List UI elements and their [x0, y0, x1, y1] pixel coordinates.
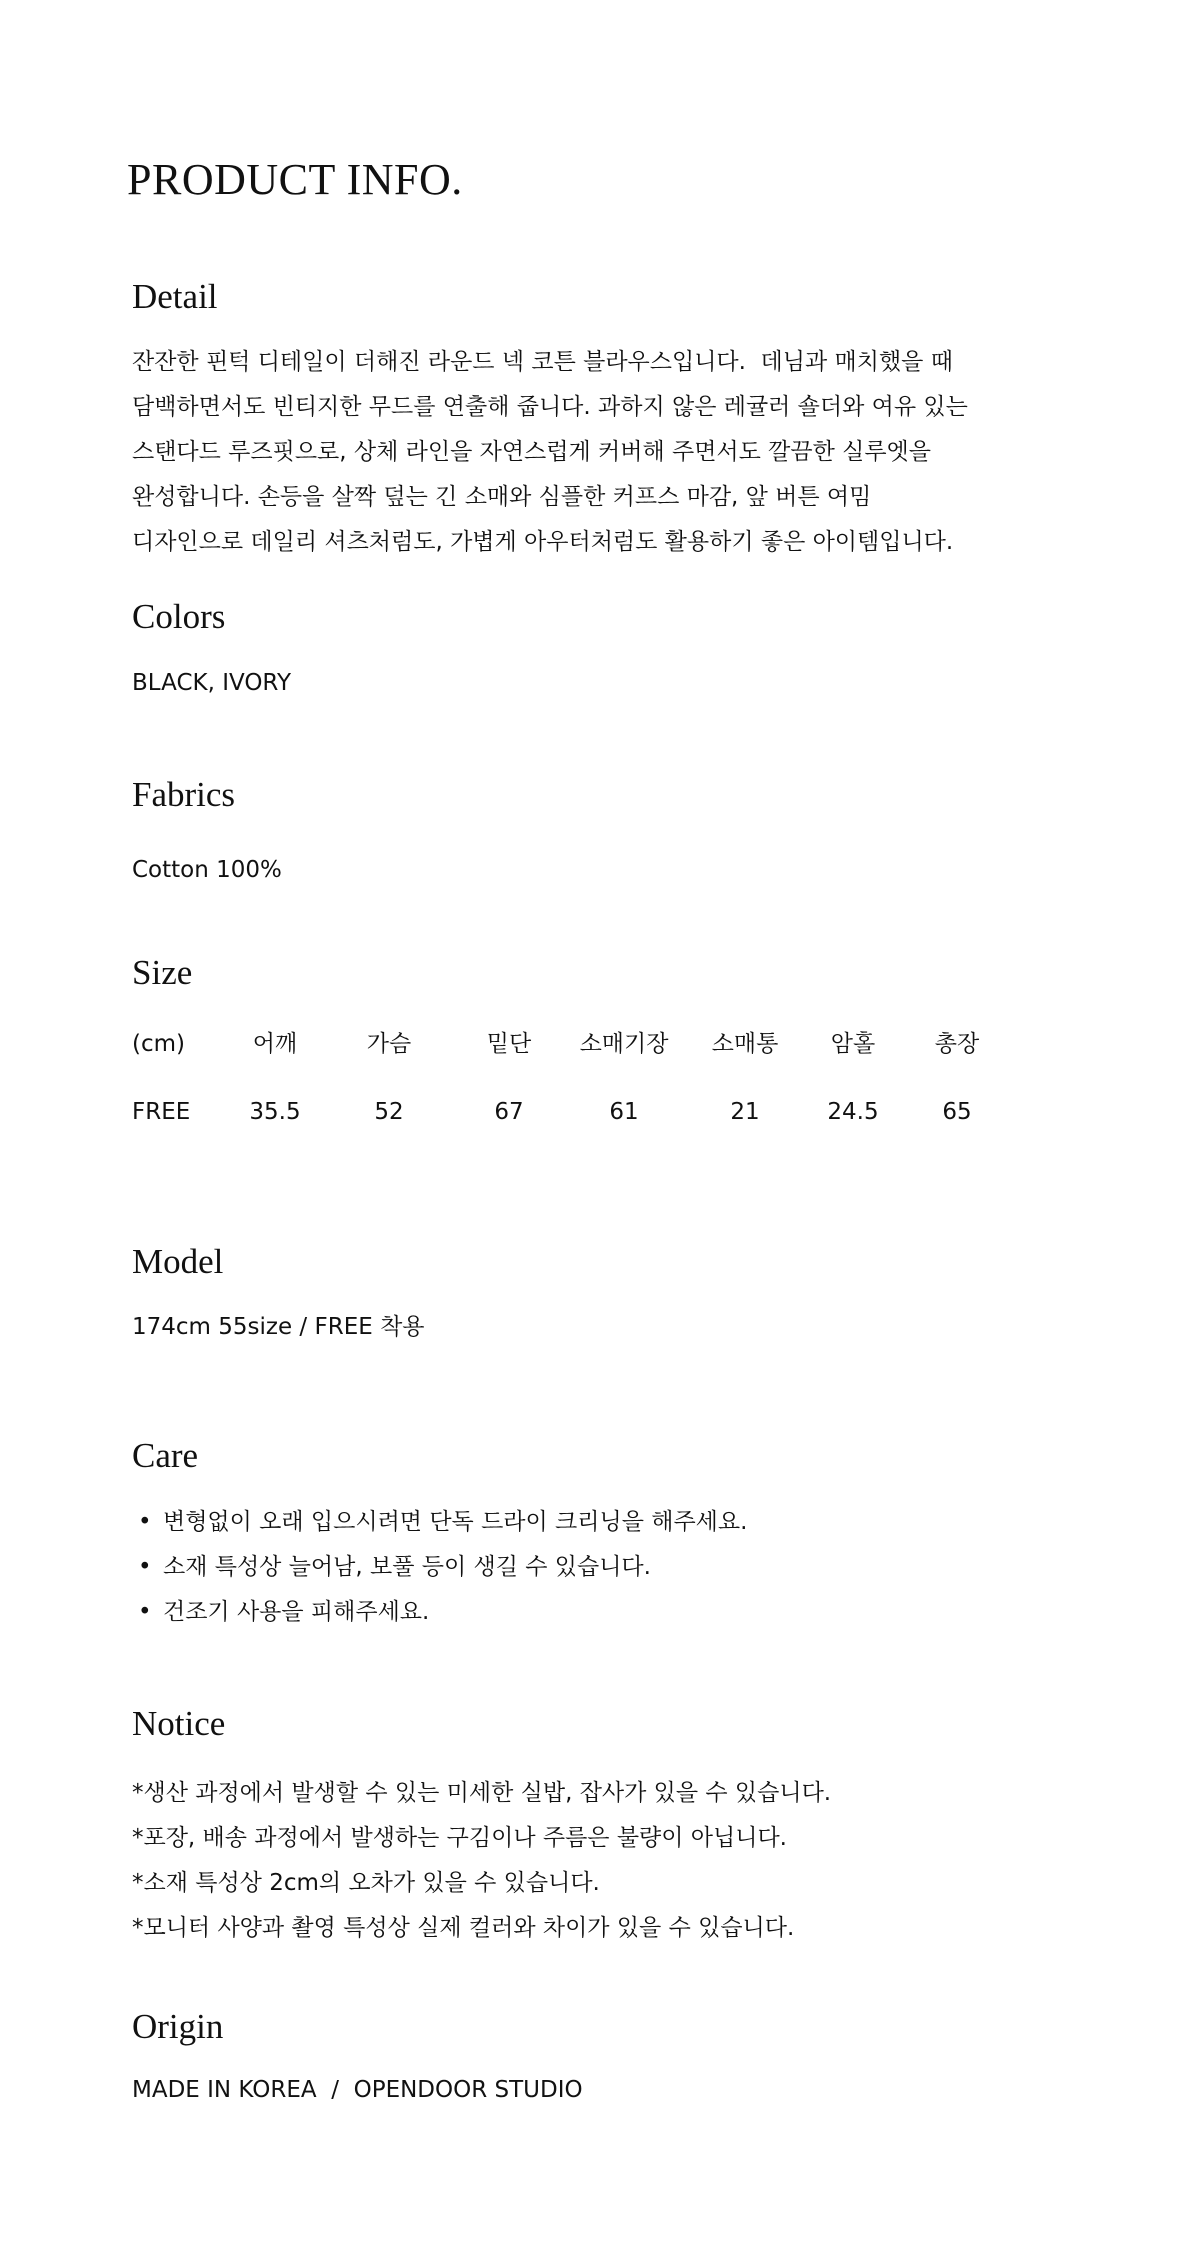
care-item [132, 1505, 747, 1550]
size-header-cell: 소매통 [711, 1031, 779, 1057]
detail-description [132, 345, 968, 570]
size-heading: Size [132, 953, 193, 992]
size-header-cell: 암홀 [830, 1031, 876, 1057]
model-value: 174cm 55size / FREE 착용 [132, 1314, 425, 1340]
size-header-cell: 총장 [934, 1031, 980, 1057]
model-heading: Model [132, 1242, 224, 1281]
detail-line: 스탠다드 루즈핏으로, 상체 라인을 자연스럽게 커버해 주면서도 깔끔한 실루엣을 [132, 439, 931, 465]
size-header-cell: 소매기장 [579, 1031, 669, 1057]
size-cell: 24.5 [827, 1099, 879, 1125]
care-item [132, 1550, 747, 1595]
care-item-text: 건조기 사용을 피해주세요. [163, 1599, 430, 1625]
size-cell: 67 [494, 1099, 524, 1125]
notice-item: *모니터 사양과 촬영 특성상 실제 컬러와 차이가 있을 수 있습니다. [132, 1915, 795, 1941]
origin-heading: Origin [132, 2007, 224, 2046]
size-cell: 52 [374, 1099, 404, 1125]
care-item [132, 1595, 747, 1640]
notice-item: *생산 과정에서 발생할 수 있는 미세한 실밥, 잡사가 있을 수 있습니다. [132, 1780, 832, 1806]
care-heading: Care [132, 1436, 199, 1475]
colors-value: BLACK, IVORY [132, 670, 291, 696]
size-cell: 65 [942, 1099, 972, 1125]
fabrics-heading: Fabrics [132, 775, 236, 814]
size-cell: 21 [730, 1099, 760, 1125]
notice-heading: Notice [132, 1704, 226, 1743]
page-title: PRODUCT INFO. [127, 155, 463, 204]
care-list [132, 1505, 747, 1640]
detail-line: 디자인으로 데일리 셔츠처럼도, 가볍게 아우터처럼도 활용하기 좋은 아이템입니다. [132, 529, 954, 555]
care-item-text: 변형없이 오래 입으시려면 단독 드라이 크리닝을 해주세요. [163, 1509, 748, 1535]
origin-value: MADE IN KOREA / OPENDOOR STUDIO [132, 2077, 583, 2103]
colors-heading: Colors [132, 597, 226, 636]
care-item-text: 소재 특성상 늘어남, 보풀 등이 생길 수 있습니다. [163, 1554, 651, 1580]
detail-line: 잔잔한 핀턱 디테일이 더해진 라운드 넥 코튼 블라우스입니다. 데님과 매치했을 때 [132, 349, 953, 375]
bullet-icon: • [138, 1509, 152, 1535]
fabrics-value: Cotton 100% [132, 857, 282, 883]
detail-heading: Detail [132, 277, 218, 316]
bullet-icon: • [138, 1599, 152, 1625]
size-header-cell: 밑단 [486, 1031, 532, 1057]
size-header-cell: 어깨 [252, 1031, 298, 1057]
notice-list [132, 1776, 831, 1956]
size-cell: 61 [609, 1099, 639, 1125]
notice-item: *포장, 배송 과정에서 발생하는 구김이나 주름은 불량이 아닙니다. [132, 1825, 787, 1851]
size-header-cell: (cm) [132, 1031, 185, 1057]
detail-line: 담백하면서도 빈티지한 무드를 연출해 줍니다. 과하지 않은 레귤러 숄더와 여유 있는 [132, 394, 968, 420]
size-cell: 35.5 [249, 1099, 301, 1125]
size-cell: FREE [132, 1099, 191, 1125]
size-header-cell: 가슴 [366, 1031, 412, 1057]
detail-line: 완성합니다. 손등을 살짝 덮는 긴 소매와 심플한 커프스 마감, 앞 버튼 여밈 [132, 484, 872, 510]
bullet-icon: • [138, 1554, 152, 1580]
notice-item: *소재 특성상 2cm의 오차가 있을 수 있습니다. [132, 1870, 600, 1896]
